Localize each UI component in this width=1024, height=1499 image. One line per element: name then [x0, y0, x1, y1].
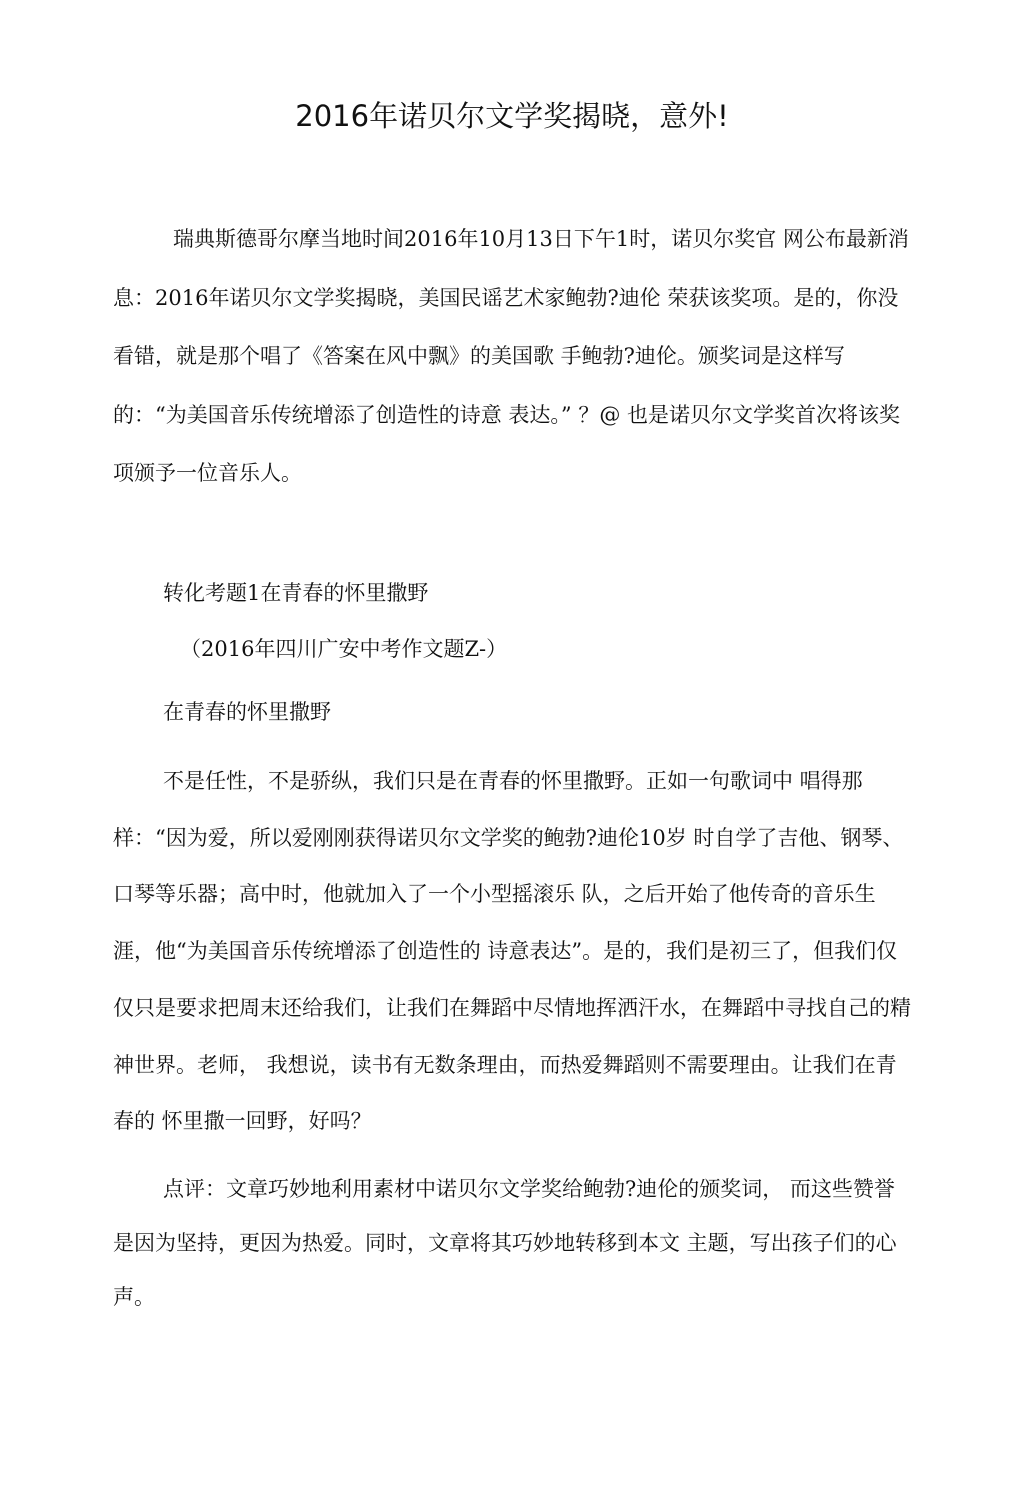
comment-paragraph: 点评：文章巧妙地利用素材中诺贝尔文学奖给鲍勃?迪伦的颁奖词， 而这些赞誉是因为坚持，更因为热爱。同时，文章将其巧妙地转移到本文 主题，写出孩子们的心声。 [113, 1177, 897, 1309]
intro-paragraph: 瑞典斯德哥尔摩当地时间2016年10月13日下午1时，诺贝尔奖官 网公布最新消息：2016年诺贝尔文学奖揭晓，美国民谣艺术家鲍勃?迪伦 荣获该奖项。是的，你没看错，就是那个唱了《答案在风中飘》的美国歌 手鲍勃?迪伦。颁奖词是这样写的：“为美国音乐传统增添了创造性的诗意 表达。” ？@ 也是诺贝尔文学奖首次将该奖项颁予一位音乐人。 [113, 227, 909, 486]
section-heading: 转化考题1在青春的怀里撒野 [163, 581, 429, 605]
essay-title: 在青春的怀里撒野 [163, 700, 331, 724]
essay-paragraph: 不是任性，不是骄纵，我们只是在青春的怀里撒野。正如一句歌词中 唱得那样：“因为爱，所以爱刚刚获得诺贝尔文学奖的鲍勃?迪伦10岁 时自学了吉他、钢琴、口琴等乐器；高中时，他就加入了一个小型摇滚乐 队，之后开始了他传奇的音乐生涯，他“为美国音乐传统增添了创造性的 诗意表达”。是的，我们是初三了，但我们仅仅只是要求把周末还给我们，让我们在舞蹈中尽情地挥洒汗水，在舞蹈中寻找自己的精神世界。老师， 我想说，读书有无数条理由，而热爱舞蹈则不需要理由。让我们在青春的 怀里撒一回野，好吗？ [113, 769, 911, 1134]
article-title: 2016年诺贝尔文学奖揭晓，意外! [295, 99, 729, 133]
section-note: （2016年四川广安中考作文题Z-） [180, 637, 508, 661]
